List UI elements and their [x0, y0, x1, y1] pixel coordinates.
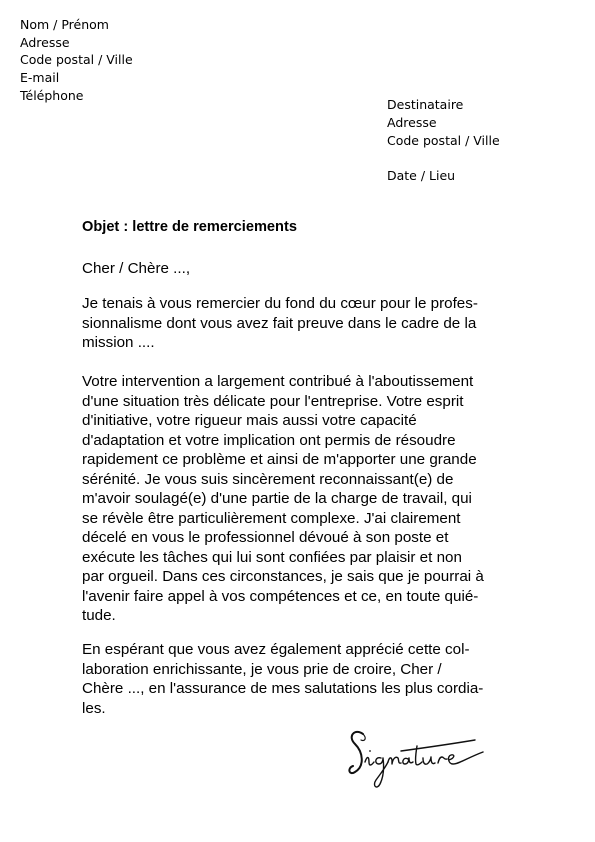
paragraph-line: exécute les tâches qui lui sont confiées par plaisir et non	[82, 548, 462, 566]
paragraph-line: rapidement ce problème et ainsi de m'apporter une grande	[82, 451, 477, 468]
sender-address: Adresse	[20, 34, 70, 50]
paragraph-line: d'une situation très délicate pour l'entreprise. Votre esprit	[82, 392, 464, 410]
paragraph-line: tude.	[82, 607, 116, 624]
paragraph-line: laboration enrichissante, je vous prie de croire, Cher /	[82, 660, 442, 678]
letter-greeting: Cher / Chère ...,	[82, 260, 191, 277]
sender-name: Nom / Prénom	[20, 17, 109, 32]
letter-paragraph	[82, 640, 483, 718]
recipient-address: Adresse	[387, 114, 437, 130]
paragraph-line: les.	[82, 699, 106, 717]
recipient-name: Destinataire	[387, 97, 464, 112]
paragraph-line: En espérant que vous avez également apprécié cette col-	[82, 641, 470, 658]
paragraph-line: sionnalisme dont vous avez fait preuve dans le cadre de la	[82, 314, 477, 332]
paragraph-line: Je tenais à vous remercier du fond du cœur pour le profes-	[82, 295, 478, 312]
paragraph-line: mission ....	[82, 334, 155, 351]
paragraph-line: l'avenir faire appel à vos compétences et ce, en toute quié-	[82, 587, 479, 605]
paragraph-line: décelé en vous le professionnel dévoué à son poste et	[82, 529, 449, 546]
paragraph-line: d'adaptation et votre implication ont permis de résoudre	[82, 431, 456, 449]
sender-block	[20, 16, 133, 105]
sender-phone: Téléphone	[20, 87, 84, 103]
paragraph-line: se révèle être particulièrement complexe. J'ai clairement	[82, 509, 461, 527]
letter-paragraph	[82, 294, 478, 353]
letter-paragraph	[82, 372, 484, 626]
recipient-postal-city: Code postal / Ville	[387, 132, 500, 148]
paragraph-line: d'initiative, votre rigueur mais aussi votre capacité	[82, 412, 417, 429]
recipient-block	[387, 96, 500, 149]
sender-postal-city: Code postal / Ville	[20, 52, 133, 68]
sender-email: E-mail	[20, 70, 60, 86]
date-place: Date / Lieu	[387, 168, 456, 183]
paragraph-line: m'avoir soulagé(e) d'une partie de la charge de travail, qui	[82, 490, 472, 507]
handwritten-signature	[343, 722, 493, 794]
paragraph-line: sérénité. Je vous suis sincèrement reconnaissant(e) de	[82, 470, 454, 488]
paragraph-line: Votre intervention a largement contribué à l'aboutissement	[82, 373, 474, 390]
paragraph-line: Chère ..., en l'assurance de mes salutations les plus cordia-	[82, 680, 484, 697]
letter-subject: Objet : lettre de remerciements	[82, 219, 297, 235]
paragraph-line: par orgueil. Dans ces circonstances, je sais que je pourrai à	[82, 568, 484, 585]
